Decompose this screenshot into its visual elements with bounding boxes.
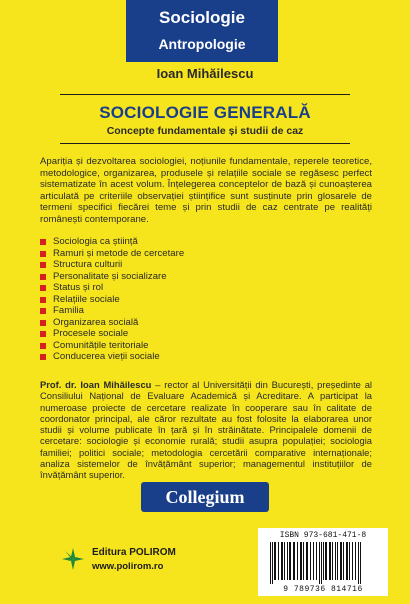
topic-item <box>40 328 184 340</box>
topic-item <box>40 271 184 283</box>
collection-logo: Collegium <box>141 482 269 512</box>
barcode-box <box>258 528 388 596</box>
bullet-icon <box>40 274 46 280</box>
topic-label: Structura culturii <box>53 259 123 270</box>
topic-label: Sociologia ca știință <box>53 236 138 247</box>
bullet-icon <box>40 354 46 360</box>
topic-label: Organizarea socială <box>53 316 139 328</box>
topic-item <box>40 351 184 363</box>
topic-item <box>40 340 184 352</box>
topics-list <box>40 236 184 363</box>
topic-item <box>40 282 184 294</box>
author-bio <box>40 379 372 481</box>
bullet-icon <box>40 343 46 349</box>
divider-bottom <box>60 143 350 144</box>
polirom-logo-icon <box>60 546 86 572</box>
bullet-icon <box>40 285 46 291</box>
topic-item <box>40 317 184 329</box>
bullet-icon <box>40 331 46 337</box>
publisher-name: Editura POLIROM <box>92 547 176 558</box>
intro-paragraph: Apariția și dezvoltarea sociologiei, noțiunile fundamentale, reperele teoretice, metodologice, organizarea, produsele și relațiile sociale se regăsesc perfect sistematizate în acest volum. Înțelegerea conceptelor de bază și cunoașterea articulată pe criteriile observației științifice sunt susținute prin glosarele de termeni specifici fiecărei teme și prin studii de caz centrate pe realități românești contemporane. <box>40 156 372 225</box>
series-line-antropologie: Antropologie <box>158 36 246 52</box>
topic-label: Comunitățile teritoriale <box>53 339 149 351</box>
topic-label: Ramuri și metode de cercetare <box>53 247 185 259</box>
topic-label: Relațiile sociale <box>53 293 120 305</box>
topic-item <box>40 248 184 260</box>
bullet-icon <box>40 251 46 257</box>
book-subtitle: Concepte fundamentale și studii de caz <box>106 125 304 137</box>
topic-label: Personalitate și socializare <box>53 270 167 282</box>
barcode-number: 9 789736 814716 <box>283 585 363 594</box>
topic-label: Conducerea vieții sociale <box>53 351 160 362</box>
bullet-icon <box>40 308 46 314</box>
topic-label: Familia <box>53 305 84 316</box>
isbn-text: ISBN 973-681-471-8 <box>279 531 367 540</box>
author-name: Ioan Mihăilescu <box>156 66 254 81</box>
book-title: SOCIOLOGIE GENERALĂ <box>99 103 311 122</box>
bio-author-name: Prof. dr. Ioan Mihăilescu <box>40 379 152 390</box>
topic-label: Procesele sociale <box>53 328 129 339</box>
barcode-graphic <box>268 542 378 584</box>
series-line-sociologie: Sociologie <box>159 8 245 27</box>
topic-item <box>40 305 184 317</box>
bullet-icon <box>40 262 46 268</box>
bullet-icon <box>40 239 46 245</box>
bullet-icon <box>40 297 46 303</box>
bullet-icon <box>40 320 46 326</box>
divider-top <box>60 94 350 95</box>
series-label-box <box>126 0 278 62</box>
bio-text: – rector al Universității din București, președinte al Consiliului Național de Evaluare Academică și Acreditare. A participat la numeroase proiecte de cercetare realizate în cooperare sau în calitate de coordonator principal, ale căror rezultate au fost folosite la elaborarea unor studii și volume publicate în țară și în străinătate. Principalele domenii de cercetare: sociologie și economie rurală; studii asupra populației; sociologia familiei; politici sociale; metodologia cercetării comparative internaționale; analiza sistemelor de învățământ superior; managementul instituțiilor de învățământ superior. <box>40 379 372 481</box>
topic-item <box>40 236 184 248</box>
topic-label: Status și rol <box>53 282 104 293</box>
topic-item <box>40 294 184 306</box>
publisher-url: www.polirom.ro <box>92 561 164 572</box>
topic-item <box>40 259 184 271</box>
